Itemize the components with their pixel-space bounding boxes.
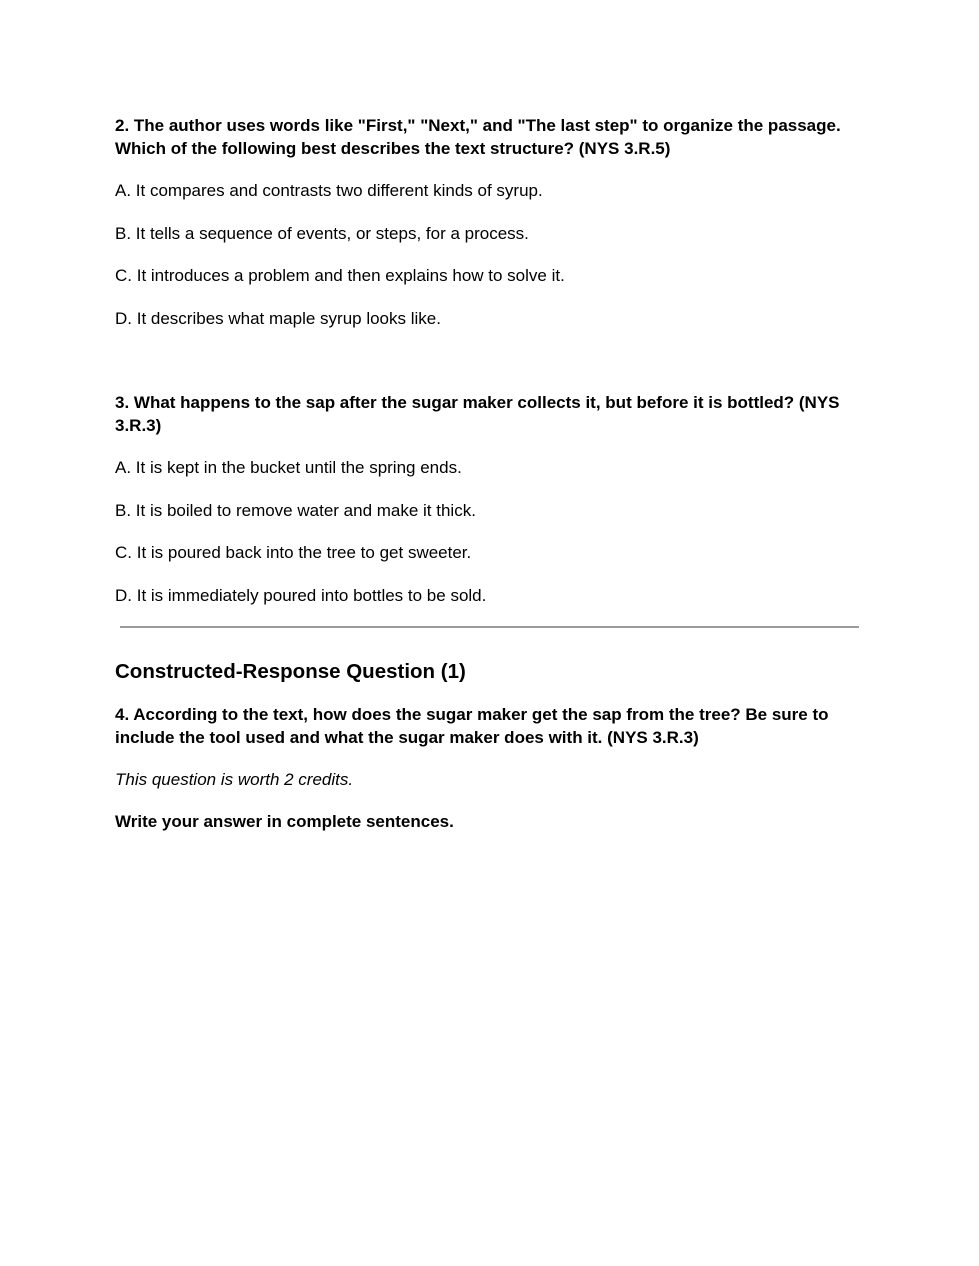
question-2 — [115, 114, 865, 330]
question-2-option-d: D. It describes what maple syrup looks like. — [115, 308, 441, 328]
credit-note: This question is worth 2 credits. — [115, 770, 354, 789]
spacer — [115, 349, 865, 391]
section-heading: Constructed-Response Question (1) — [115, 660, 466, 683]
question-3-option-c: C. It is poured back into the tree to get sweeter. — [115, 543, 472, 562]
question-3-option-b: B. It is boiled to remove water and make it thick. — [115, 500, 476, 520]
question-3-option-a: A. It is kept in the bucket until the spring ends. — [115, 458, 462, 477]
answer-instruction: Write your answer in complete sentences. — [115, 812, 454, 831]
question-4-prompt: 4. According to the text, how does the sugar maker get the sap from the tree? Be sure to include the tool used and what the sugar maker does with it. (NYS 3.R.3) — [115, 705, 829, 747]
worksheet-page — [115, 114, 865, 833]
question-3 — [115, 391, 865, 607]
question-2-prompt: 2. The author uses words like "First," "Next," and "The last step" to organize the passage. Which of the following best describes the text structure? (NYS 3.R.5) — [115, 116, 841, 158]
question-2-option-b: B. It tells a sequence of events, or steps, for a process. — [115, 223, 529, 243]
question-3-prompt: 3. What happens to the sap after the sugar maker collects it, but before it is bottled? (NYS 3.R.3) — [115, 393, 840, 435]
question-2-option-a: A. It compares and contrasts two different kinds of syrup. — [115, 181, 543, 200]
section-divider — [120, 626, 859, 628]
constructed-response-section — [115, 659, 865, 833]
question-2-option-c: C. It introduces a problem and then explains how to solve it. — [115, 266, 565, 285]
question-3-option-d: D. It is immediately poured into bottles to be sold. — [115, 585, 487, 605]
